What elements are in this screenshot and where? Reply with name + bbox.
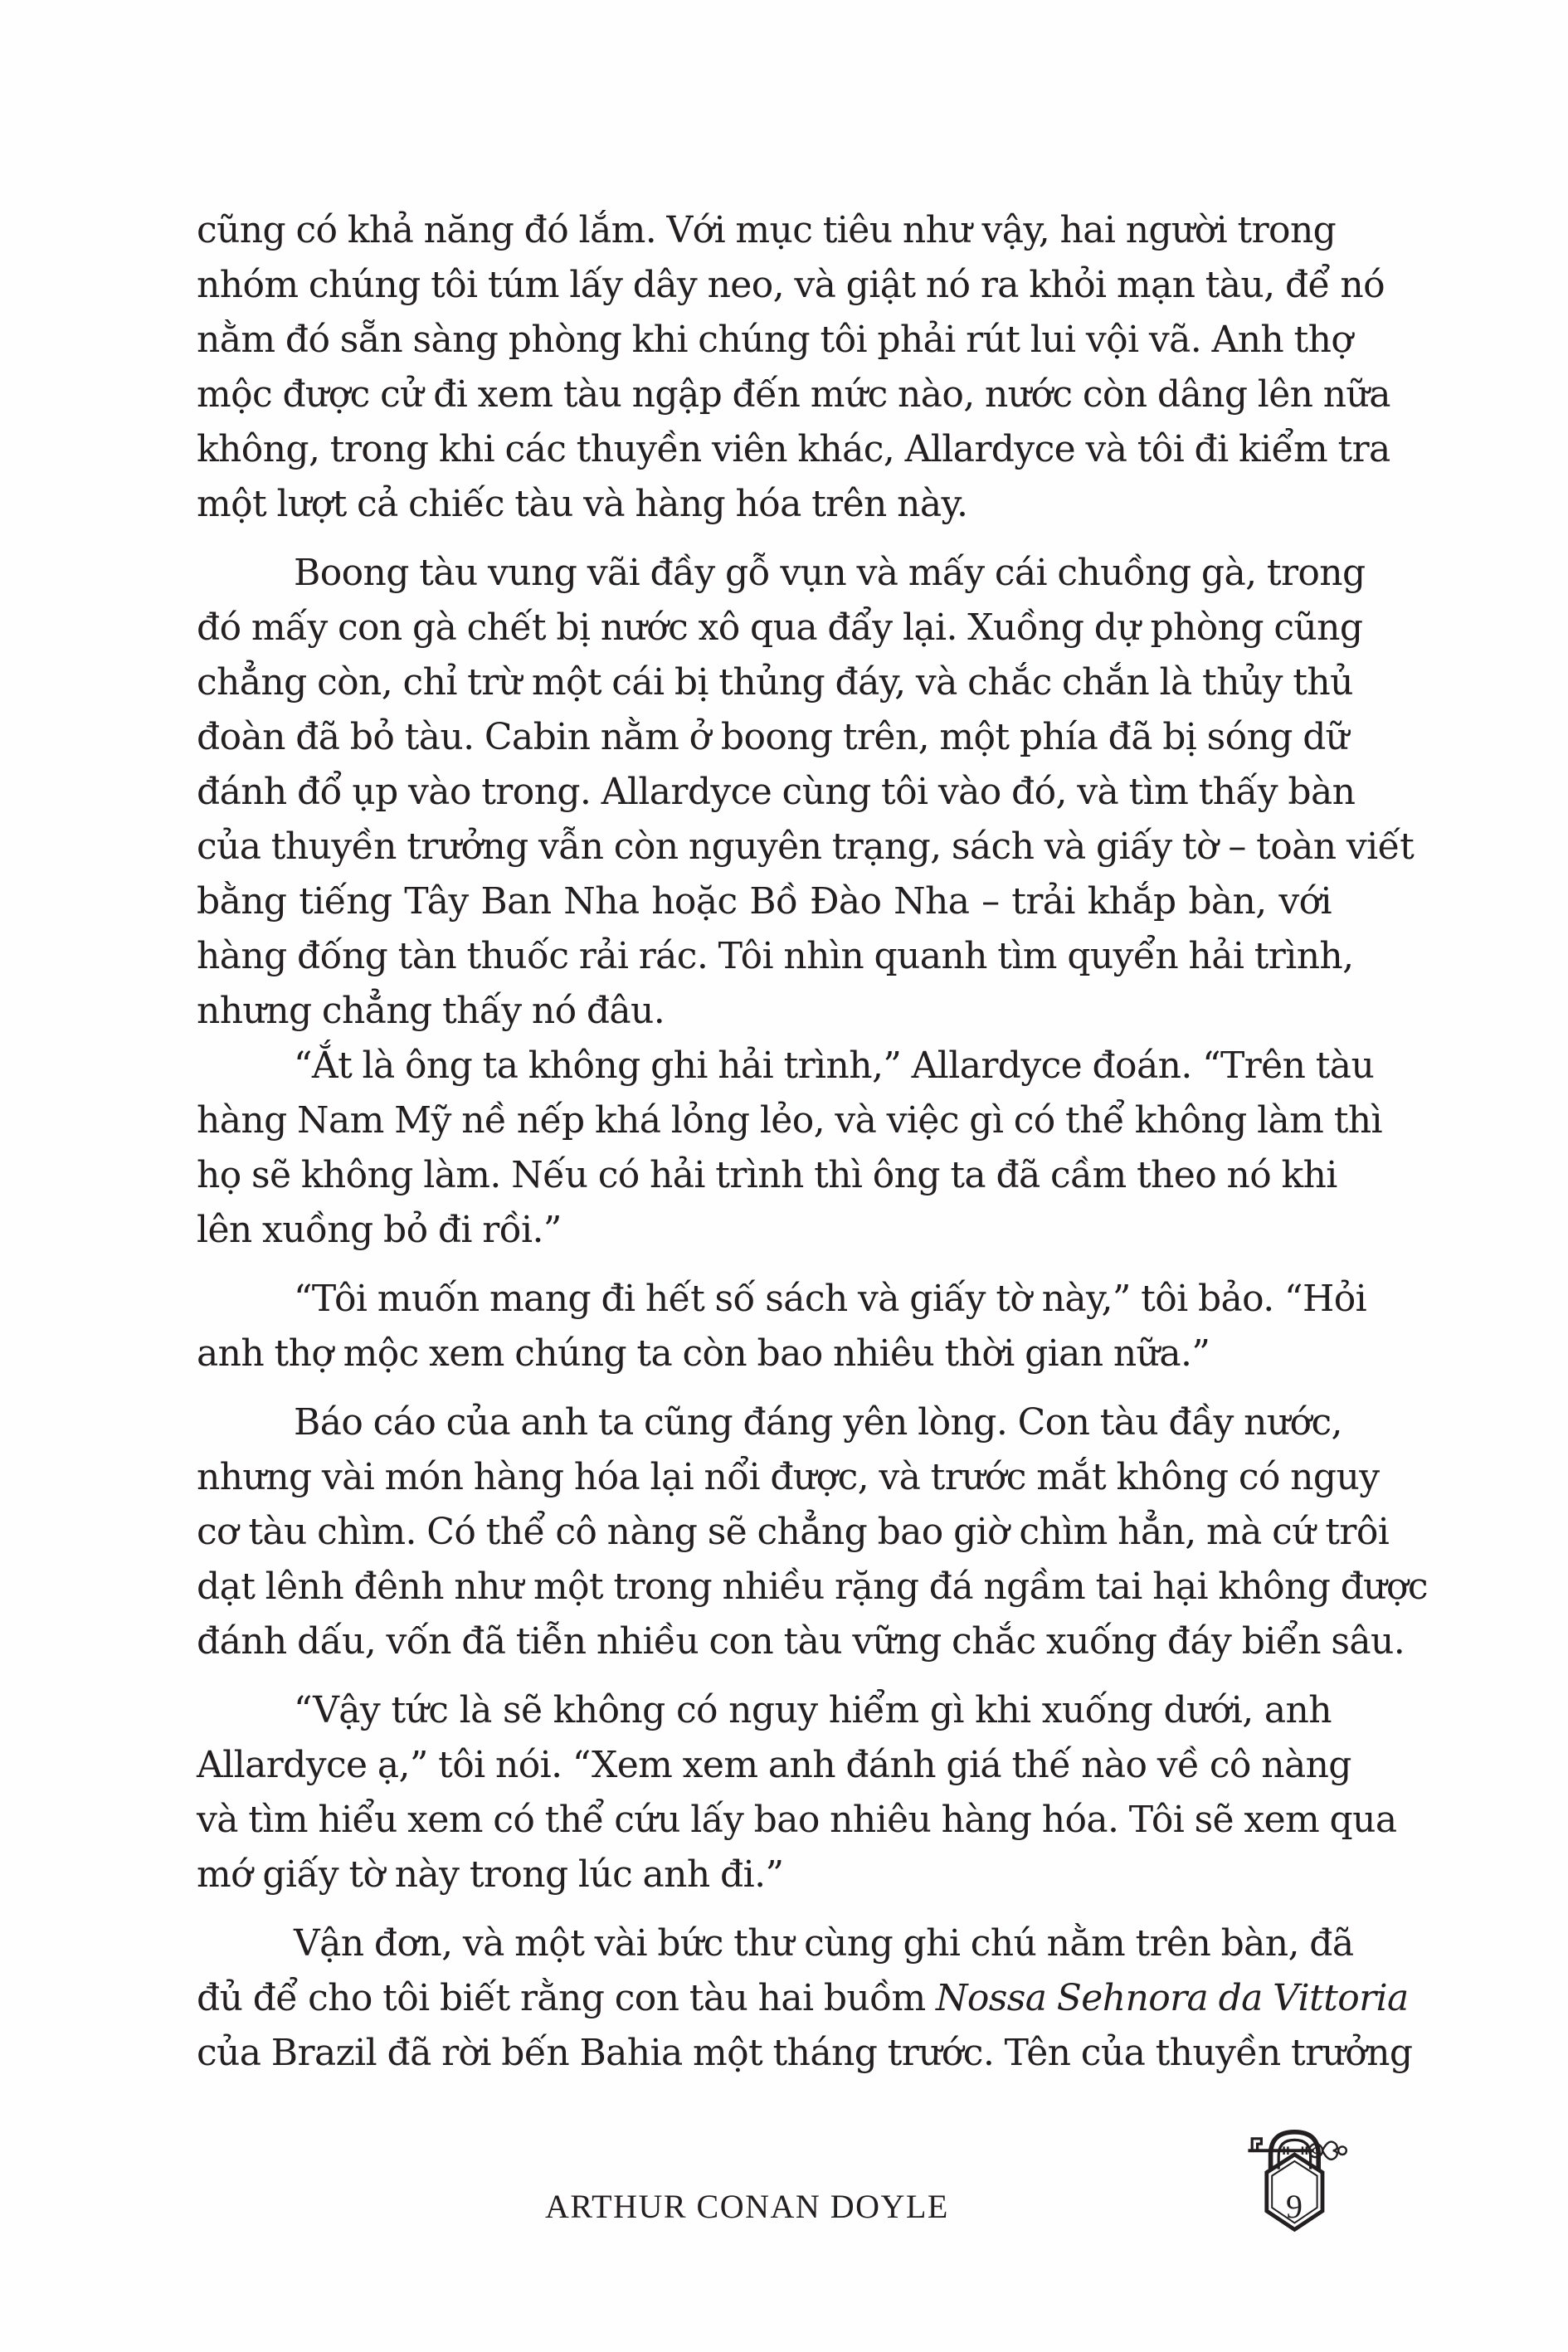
text-line: Boong tàu vung vãi đầy gỗ vụn và mấy cái chuồng gà, trong [294,552,1366,594]
text-line: mớ giấy tờ này trong lúc anh đi.” [197,1853,784,1896]
text-line: nằm đó sẵn sàng phòng khi chúng tôi phải rút lui vội vã. Anh thợ [197,319,1353,361]
text-line: và tìm hiểu xem có thể cứu lấy bao nhiêu hàng hóa. Tôi sẽ xem qua [197,1799,1397,1841]
text-line: hàng Nam Mỹ nề nếp khá lỏng lẻo, và việc gì có thể không làm thì [197,1099,1382,1142]
ship-name-italic: Nossa Sehnora da Vittoria [936,1977,1409,2019]
text-line: nhưng chẳng thấy nó đâu. [197,990,665,1032]
text-line: nhóm chúng tôi túm lấy dây neo, và giật nó ra khỏi mạn tàu, để nó [197,264,1385,306]
text-line: mộc được cử đi xem tàu ngập đến mức nào, nước còn dâng lên nữa [197,373,1390,416]
text-line: Allardyce ạ,” tôi nói. “Xem xem anh đánh giá thế nào về cô nàng [197,1744,1351,1786]
text-line: anh thợ mộc xem chúng ta còn bao nhiêu thời gian nữa.” [197,1332,1210,1375]
text-line: “Ắt là ông ta không ghi hải trình,” Allardyce đoán. “Trên tàu [294,1045,1375,1087]
text-line: của thuyền trưởng vẫn còn nguyên trạng, sách và giấy tờ – toàn viết [197,825,1415,868]
text-line: nhưng vài món hàng hóa lại nổi được, và trước mắt không có nguy [197,1456,1380,1498]
text-line: không, trong khi các thuyền viên khác, Allardyce và tôi đi kiểm tra [197,428,1390,470]
page-number: 9 [1286,2188,1303,2225]
text-line: họ sẽ không làm. Nếu có hải trình thì ông ta đã cầm theo nó khi [197,1154,1337,1196]
text-line: đoàn đã bỏ tàu. Cabin nằm ở boong trên, một phía đã bị sóng dữ [197,716,1349,758]
text-line: cũng có khả năng đó lắm. Với mục tiêu như vậy, hai người trong [197,209,1337,251]
text-line: Vận đơn, và một vài bức thư cùng ghi chú nằm trên bàn, đã [294,1922,1354,1965]
text-line: bằng tiếng Tây Ban Nha hoặc Bồ Đào Nha – trải khắp bàn, với [197,880,1332,923]
text-line: đó mấy con gà chết bị nước xô qua đẩy lại. Xuồng dự phòng cũng [197,606,1363,649]
text-line: cơ tàu chìm. Có thể cô nàng sẽ chẳng bao giờ chìm hẳn, mà cứ trôi [197,1511,1390,1553]
text-line: lên xuồng bỏ đi rồi.” [197,1209,562,1251]
text-line: “Tôi muốn mang đi hết số sách và giấy tờ này,” tôi bảo. “Hỏi [294,1278,1367,1320]
text-segment: đủ để cho tôi biết rằng con tàu hai buồm [197,1977,936,2019]
text-line: dạt lênh đênh như một trong nhiều rặng đá ngầm tai hại không được [197,1566,1428,1608]
text-line [197,1971,1409,2026]
text-line: Báo cáo của anh ta cũng đáng yên lòng. Con tàu đầy nước, [294,1401,1342,1444]
text-line: đánh dấu, vốn đã tiễn nhiều con tàu vững chắc xuống đáy biển sâu. [197,1620,1405,1663]
text-line: một lượt cả chiếc tàu và hàng hóa trên này. [197,483,968,525]
text-line: hàng đống tàn thuốc rải rác. Tôi nhìn quanh tìm quyển hải trình, [197,935,1354,977]
running-footer-author: ARTHUR CONAN DOYLE [545,2188,949,2225]
text-line: đánh đổ ụp vào trong. Allardyce cùng tôi vào đó, và tìm thấy bàn [197,771,1356,813]
text-line: chẳng còn, chỉ trừ một cái bị thủng đáy, và chắc chắn là thủy thủ [197,661,1353,704]
text-line: “Vậy tức là sẽ không có nguy hiểm gì khi xuống dưới, anh [294,1689,1332,1731]
text-line: của Brazil đã rời bến Bahia một tháng trước. Tên của thuyền trưởng [197,2032,1413,2074]
